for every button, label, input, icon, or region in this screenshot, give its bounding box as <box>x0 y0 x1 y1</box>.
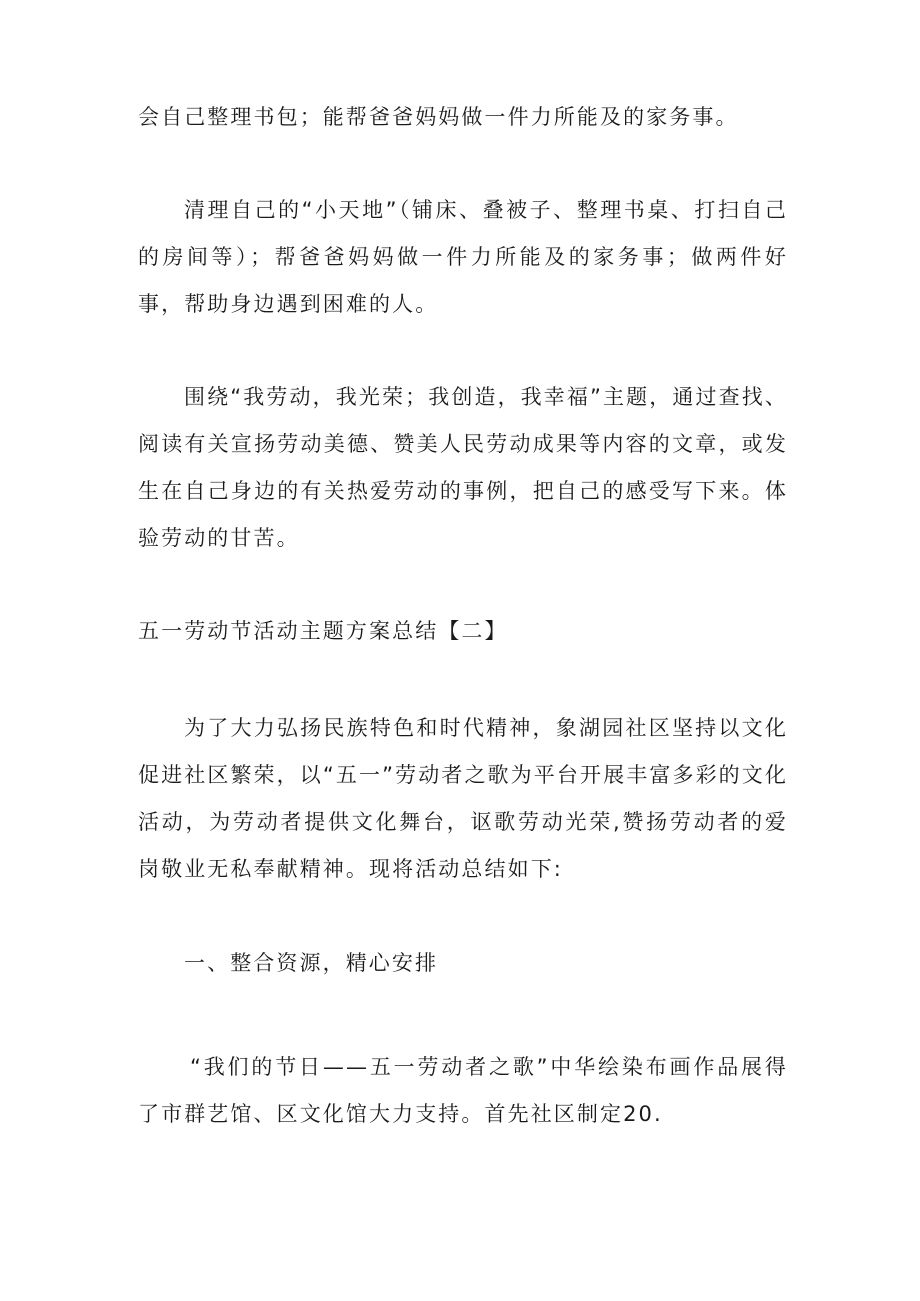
subsection-heading: 一、整合资源，精心安排 <box>184 951 439 975</box>
paragraph-continuation: 会自己整理书包；能帮爸爸妈妈做一件力所能及的家务事。 <box>138 105 739 129</box>
paragraph-summary-intro: 为了大力弘扬民族特色和时代精神，象湖园社区坚持以文化促进社区繁荣，以“五一”劳动者之歌为平台开展丰富多彩的文化活动，为劳动者提供文化舞台，讴歌劳动光荣,赞扬劳动者的爱岗敬业无私奉献精神。现将活动总结如下: <box>138 716 788 881</box>
paragraph-tidy-room: 清理自己的“小天地”（铺床、叠被子、整理书桌、打扫自己的房间等）；帮爸爸妈妈做一件力所能及的家务事；做两件好事，帮助身边遇到困难的人。 <box>138 198 788 316</box>
paragraph-theme-writing: 围绕“我劳动，我光荣；我创造，我幸福”主题，通过查找、阅读有关宣扬劳动美德、赞美人民劳动成果等内容的文章，或发生在自己身边的有关热爱劳动的事例，把自己的感受写下来。体验劳动的甘苦。 <box>138 385 788 550</box>
section-heading: 五一劳动节活动主题方案总结【二】 <box>138 619 508 643</box>
paragraph-exhibition: “我们的节日——五一劳动者之歌”中华绘染布画作品展得了市群艺馆、区文化馆大力支持。首先社区制定20. <box>138 1055 788 1126</box>
